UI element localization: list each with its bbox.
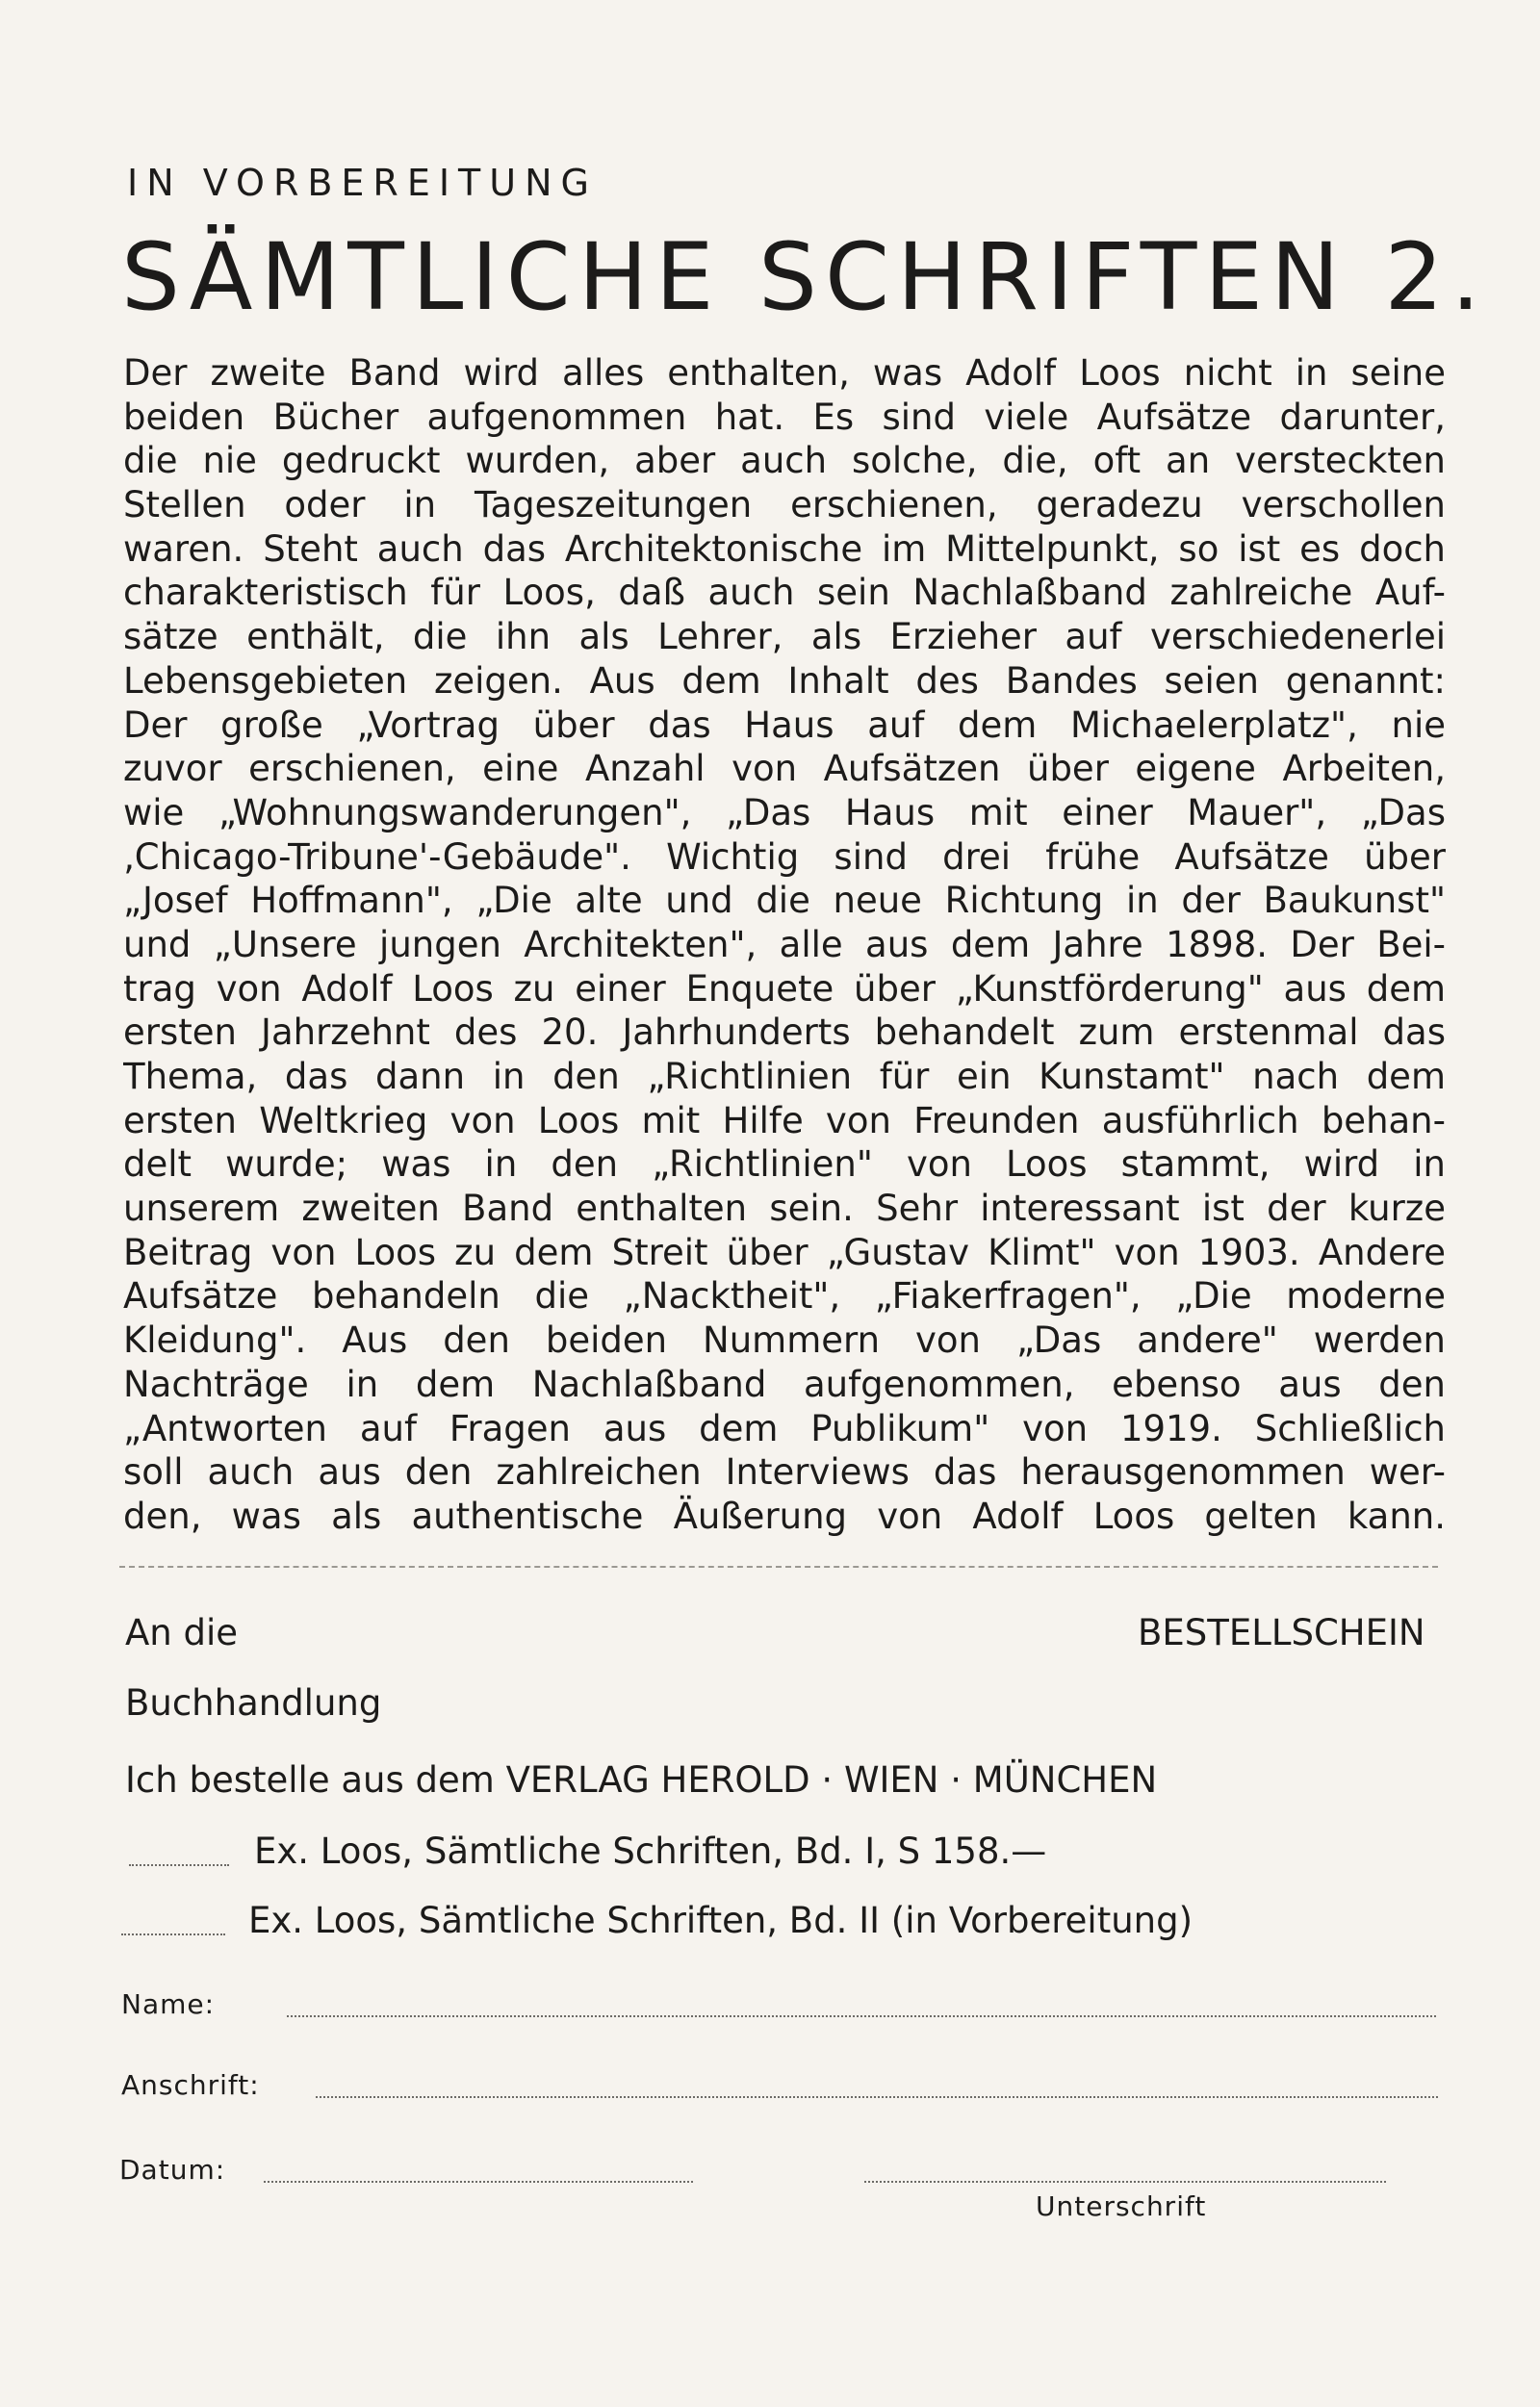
paragraph-line: zuvor erschienen, eine Anzahl von Aufsätzen über eigene Arbeiten, — [123, 748, 1446, 790]
paragraph-line: „Antworten auf Fragen aus dem Publikum" von 1919. Schließlich — [123, 1407, 1446, 1449]
paragraph-line: Aufsätze behandeln die „Nacktheit", „Fiakerfragen", „Die moderne — [123, 1275, 1446, 1318]
name-label: Name: — [121, 1988, 216, 2020]
paragraph-line: ersten Weltkrieg von Loos mit Hilfe von Freunden ausführlich behan- — [123, 1099, 1446, 1141]
paragraph-line: Beitrag von Loos zu dem Streit über „Gustav Klimt" von 1903. Andere — [123, 1231, 1446, 1273]
order-statement: Ich bestelle aus dem VERLAG HEROLD · WIEN · MÜNCHEN — [125, 1759, 1158, 1801]
paragraph-line: die nie gedruckt wurden, aber auch solche, die, oft an versteckten — [123, 440, 1446, 482]
paragraph-line: Nachträge in dem Nachlaßband aufgenommen, ebenso aus den — [123, 1363, 1446, 1405]
quantity-field-vol2[interactable] — [121, 1933, 225, 1935]
date-field[interactable] — [264, 2181, 693, 2183]
paragraph-line: „Josef Hoffmann", „Die alte und die neue Richtung in der Baukunst" — [123, 880, 1446, 922]
paragraph-line: wie „Wohnungswanderungen", „Das Haus mit einer Mauer", „Das — [123, 791, 1446, 833]
quantity-field-vol1[interactable] — [129, 1864, 229, 1866]
paragraph-line: ‚Chicago-Tribune'-Gebäude". Wichtig sind drei frühe Aufsätze über — [123, 835, 1446, 878]
addressee-line-1: An die — [125, 1612, 239, 1653]
address-label: Anschrift: — [121, 2069, 260, 2101]
date-label: Datum: — [119, 2154, 226, 2186]
paragraph-line: ersten Jahrzehnt des 20. Jahrhunderts behandelt zum erstenmal das — [123, 1011, 1446, 1054]
signature-field[interactable] — [864, 2181, 1386, 2183]
page-title: SÄMTLICHE SCHRIFTEN 2. — [121, 223, 1488, 331]
description-paragraph — [123, 351, 1446, 1539]
order-item-vol1: Ex. Loos, Sämtliche Schriften, Bd. I, S 158.— — [254, 1831, 1047, 1872]
order-form-title: BESTELLSCHEIN — [1138, 1612, 1425, 1653]
paragraph-line: waren. Steht auch das Architektonische im Mittelpunkt, so ist es doch — [123, 527, 1446, 570]
paragraph-line: unserem zweiten Band enthalten sein. Sehr interessant ist der kurze — [123, 1188, 1446, 1230]
paragraph-line: Thema, das dann in den „Richtlinien für ein Kunstamt" nach dem — [123, 1056, 1446, 1097]
signature-label: Unterschrift — [1036, 2190, 1207, 2222]
cut-line-divider — [119, 1566, 1438, 1568]
paragraph-line: und „Unsere jungen Architekten", alle aus dem Jahre 1898. Der Bei- — [123, 923, 1446, 965]
paragraph-line: beiden Bücher aufgenommen hat. Es sind viele Aufsätze darunter, — [123, 396, 1446, 438]
kicker-heading: IN VORBEREITUNG — [127, 162, 598, 204]
addressee-line-2: Buchhandlung — [125, 1682, 382, 1724]
name-field[interactable] — [287, 2015, 1436, 2017]
paragraph-line: Der zweite Band wird alles enthalten, was Adolf Loos nicht in seine — [123, 352, 1446, 394]
paragraph-line: Der große „Vortrag über das Haus auf dem Michaelerplatz", nie — [123, 704, 1446, 746]
paragraph-line: Stellen oder in Tageszeitungen erschienen, geradezu verschollen — [123, 484, 1446, 526]
paragraph-line: sätze enthält, die ihn als Lehrer, als Erzieher auf verschiedenerlei — [123, 616, 1446, 658]
address-field[interactable] — [316, 2096, 1438, 2098]
paragraph-line: soll auch aus den zahlreichen Interviews das herausgenommen wer- — [123, 1451, 1446, 1494]
paragraph-line: trag von Adolf Loos zu einer Enquete über „Kunstförderung" aus dem — [123, 967, 1446, 1010]
paragraph-line: Kleidung". Aus den beiden Nummern von „Das andere" werden — [123, 1319, 1446, 1362]
paragraph-line: Lebensgebieten zeigen. Aus dem Inhalt des Bandes seien genannt: — [123, 659, 1446, 702]
paragraph-line: den, was als authentische Äußerung von Adolf Loos gelten kann. — [123, 1495, 1446, 1537]
paragraph-line: delt wurde; was in den „Richtlinien" von Loos stammt, wird in — [123, 1143, 1446, 1186]
paragraph-line: charakteristisch für Loos, daß auch sein Nachlaßband zahlreiche Auf- — [123, 572, 1446, 614]
order-item-vol2: Ex. Loos, Sämtliche Schriften, Bd. II (in Vorbereitung) — [248, 1900, 1194, 1941]
